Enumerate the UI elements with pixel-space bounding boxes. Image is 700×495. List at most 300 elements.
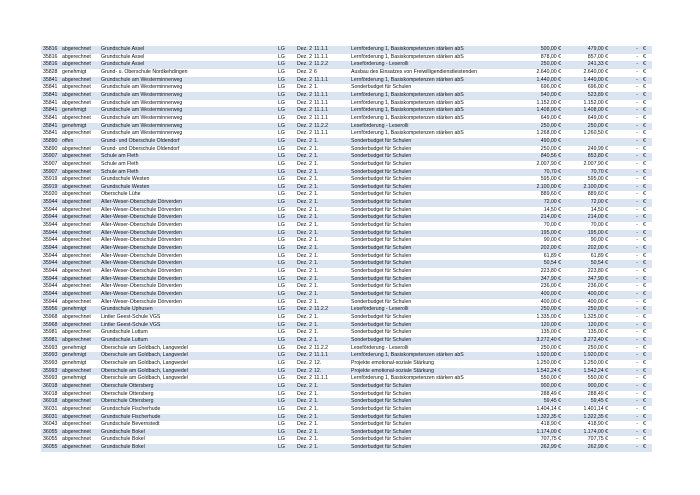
lg-cell: LG — [278, 145, 285, 152]
requested-amount-cell: 61,89 € — [543, 252, 561, 259]
purpose-cell: Leseförderung - Leserolli — [351, 344, 409, 351]
dash-cell: - — [636, 61, 638, 68]
school-cell: Grundschule Fischerhude — [101, 413, 161, 420]
code-cell: 1. — [314, 329, 319, 336]
month-cell: Dez. 2 — [297, 313, 312, 320]
status-cell: abgerechnet — [62, 199, 91, 206]
status-cell: abgerechnet — [62, 99, 91, 106]
lg-cell: LG — [278, 229, 285, 236]
table-row — [41, 176, 652, 184]
euro-cell: € — [643, 260, 646, 267]
approved-amount-cell: 1.542,24 € — [583, 367, 608, 374]
code-cell: 1. — [314, 291, 319, 297]
purpose-cell: Sonderbudget für Schulen — [351, 321, 412, 328]
requested-amount-cell: 262,99 € — [540, 444, 561, 451]
id-cell: 35816 — [43, 53, 58, 60]
purpose-cell: Sonderbudget für Schulen — [351, 336, 412, 343]
approved-amount-cell: 595,00 € — [587, 176, 608, 183]
id-cell: 35907 — [43, 160, 58, 167]
euro-cell: € — [643, 313, 646, 320]
month-cell: Dez. 2 — [297, 436, 312, 443]
purpose-cell: Lernförderung 1, Basiskompetenzen stärken abS — [351, 130, 464, 137]
euro-cell: € — [643, 237, 646, 244]
lg-cell: LG — [278, 183, 285, 190]
approved-amount-cell: 1.174,00 € — [583, 428, 608, 435]
school-cell: Grundschule am Westerminnerweg — [101, 122, 183, 129]
requested-amount-cell: 223,80 € — [540, 268, 561, 275]
dash-cell: - — [636, 91, 638, 98]
school-cell: Oberschule am Goldbach, Langwedel — [101, 375, 188, 382]
id-cell: 35919 — [43, 176, 58, 183]
school-cell: Aller-Weser-Oberschule Dörverden — [101, 298, 182, 305]
approved-amount-cell: 2.007,90 € — [583, 160, 608, 167]
month-cell: Dez. 2 — [297, 291, 312, 297]
month-cell: Dez. 2 — [297, 336, 312, 343]
euro-cell: € — [643, 68, 646, 75]
code-cell: 1. — [314, 168, 319, 175]
euro-cell: € — [643, 99, 646, 106]
id-cell: 36055 — [43, 444, 58, 451]
approved-amount-cell: 1.260,50 € — [583, 130, 608, 137]
requested-amount-cell: 250,00 € — [540, 306, 561, 313]
school-cell: Schule am Fleth — [101, 160, 139, 167]
status-cell: abgerechnet — [62, 76, 91, 83]
status-cell: abgerechnet — [62, 214, 91, 221]
dash-cell: - — [636, 199, 638, 206]
month-cell: Dez. 2 — [297, 405, 312, 412]
month-cell: Dez. 2 — [297, 252, 312, 259]
school-cell: Aller-Weser-Oberschule Dörverden — [101, 291, 182, 297]
school-cell: Aller-Weser-Oberschule Dörverden — [101, 206, 182, 213]
school-cell: Oberschule am Goldbach, Langwedel — [101, 359, 188, 366]
status-cell: abgerechnet — [62, 206, 91, 213]
table-row — [41, 306, 652, 314]
requested-amount-cell: 550,00 € — [540, 375, 561, 382]
status-cell: abgerechnet — [62, 183, 91, 190]
dash-cell: - — [636, 191, 638, 198]
euro-cell: € — [643, 76, 646, 83]
school-cell: Grundschule am Westerminnerweg — [101, 84, 183, 91]
status-cell: abgerechnet — [62, 275, 91, 282]
month-cell: Dez. 2 — [297, 107, 312, 114]
table-row — [41, 123, 652, 131]
approved-amount-cell: 550,00 € — [587, 375, 608, 382]
status-cell: genehmigt — [62, 352, 87, 359]
code-cell: 1. — [314, 237, 319, 244]
code-cell: 11.1.1 — [314, 114, 329, 121]
dash-cell: - — [636, 229, 638, 236]
requested-amount-cell: 1.152,00 € — [536, 99, 561, 106]
table-row — [41, 398, 652, 406]
school-cell: Grundschule am Westerminnerweg — [101, 99, 183, 106]
purpose-cell: Sonderbudget für Schulen — [351, 436, 412, 443]
euro-cell: € — [643, 398, 646, 405]
id-cell: 35944 — [43, 252, 58, 259]
code-cell: 11.1.1 — [314, 53, 329, 60]
euro-cell: € — [643, 268, 646, 275]
code-cell: 1. — [314, 137, 319, 144]
table-row — [41, 421, 652, 429]
month-cell: Dez. 2 — [297, 344, 312, 351]
lg-cell: LG — [278, 405, 285, 412]
purpose-cell: Sonderbudget für Schulen — [351, 428, 412, 435]
table-row — [41, 199, 652, 207]
purpose-cell: Leseförderung - Leserolli — [351, 122, 409, 129]
purpose-cell: Sonderbudget für Schulen — [351, 222, 412, 229]
purpose-cell: Sonderbudget für Schulen — [351, 191, 412, 198]
school-cell: Oberschule am Goldbach, Langwedel — [101, 344, 188, 351]
dash-cell: - — [636, 336, 638, 343]
lg-cell: LG — [278, 199, 285, 206]
table-row — [41, 54, 652, 62]
status-cell: abgerechnet — [62, 153, 91, 160]
requested-amount-cell: 1.920,00 € — [536, 352, 561, 359]
table-row — [41, 100, 652, 108]
euro-cell: € — [643, 329, 646, 336]
code-cell: 1. — [314, 222, 319, 229]
purpose-cell: Sonderbudget für Schulen — [351, 398, 412, 405]
approved-amount-cell: 72,00 € — [590, 199, 608, 206]
euro-cell: € — [643, 405, 646, 412]
dash-cell: - — [636, 413, 638, 420]
id-cell: 35944 — [43, 206, 58, 213]
id-cell: 35944 — [43, 275, 58, 282]
approved-amount-cell: 241,33 € — [587, 61, 608, 68]
purpose-cell: Lernförderung 1, Basiskompetenzen stärken abS — [351, 99, 464, 106]
approved-amount-cell: 1.408,00 € — [583, 107, 608, 114]
purpose-cell: Sonderbudget für Schulen — [351, 421, 412, 428]
purpose-cell: Sonderbudget für Schulen — [351, 168, 412, 175]
lg-cell: LG — [278, 275, 285, 282]
table-row — [41, 153, 652, 161]
status-cell: abgerechnet — [62, 168, 91, 175]
school-cell: Grundschule Assel — [101, 61, 145, 68]
dash-cell: - — [636, 268, 638, 275]
lg-cell: LG — [278, 329, 285, 336]
status-cell: abgerechnet — [62, 46, 91, 52]
dash-cell: - — [636, 428, 638, 435]
euro-cell: € — [643, 344, 646, 351]
euro-cell: € — [643, 46, 646, 52]
month-cell: Dez. 2 — [297, 76, 312, 83]
dash-cell: - — [636, 421, 638, 428]
school-cell: Oberschule Ottersberg — [101, 390, 154, 397]
purpose-cell: Sonderbudget für Schulen — [351, 199, 412, 206]
requested-amount-cell: 900,00 € — [540, 382, 561, 389]
lg-cell: LG — [278, 291, 285, 297]
id-cell: 35981 — [43, 336, 58, 343]
month-cell: Dez. 2 — [297, 382, 312, 389]
month-cell: Dez. 2 — [297, 306, 312, 313]
school-cell: Aller-Weser-Oberschule Dörverden — [101, 275, 182, 282]
id-cell: 35920 — [43, 191, 58, 198]
school-cell: Grundschule Bevernstedt — [101, 421, 160, 428]
euro-cell: € — [643, 421, 646, 428]
purpose-cell: Sonderbudget für Schulen — [351, 405, 412, 412]
table-row — [41, 291, 652, 299]
lg-cell: LG — [278, 313, 285, 320]
lg-cell: LG — [278, 114, 285, 121]
code-cell: 1. — [314, 145, 319, 152]
purpose-cell: Sonderbudget für Schulen — [351, 283, 412, 290]
euro-cell: € — [643, 298, 646, 305]
approved-amount-cell: 214,00 € — [587, 214, 608, 221]
approved-amount-cell: 1.920,00 € — [583, 352, 608, 359]
purpose-cell: Sonderbudget für Schulen — [351, 444, 412, 451]
lg-cell: LG — [278, 153, 285, 160]
id-cell: 35841 — [43, 130, 58, 137]
purpose-cell: Sonderbudget für Schulen — [351, 145, 412, 152]
id-cell: 35944 — [43, 260, 58, 267]
euro-cell: € — [643, 375, 646, 382]
month-cell: Dez. 2 — [297, 84, 312, 91]
purpose-cell: Sonderbudget für Schulen — [351, 390, 412, 397]
dash-cell: - — [636, 46, 638, 52]
school-cell: Aller-Weser-Oberschule Dörverden — [101, 260, 182, 267]
purpose-cell: Sonderbudget für Schulen — [351, 382, 412, 389]
approved-amount-cell: 202,00 € — [587, 245, 608, 252]
code-cell: 1. — [314, 268, 319, 275]
dash-cell: - — [636, 291, 638, 297]
table-row — [41, 391, 652, 399]
table-row — [41, 253, 652, 261]
status-cell: abgerechnet — [62, 61, 91, 68]
requested-amount-cell: 135,00 € — [540, 329, 561, 336]
month-cell: Dez. 2 — [297, 352, 312, 359]
school-cell: Grund- und Oberschule Oldendorf — [101, 145, 180, 152]
code-cell: 1. — [314, 191, 319, 198]
lg-cell: LG — [278, 298, 285, 305]
euro-cell: € — [643, 252, 646, 259]
code-cell: 11.1.1 — [314, 91, 329, 98]
code-cell: 1. — [314, 298, 319, 305]
table-row — [41, 222, 652, 230]
approved-amount-cell: 14,50 € — [590, 206, 608, 213]
approved-amount-cell: 418,90 € — [587, 421, 608, 428]
euro-cell: € — [643, 413, 646, 420]
dash-cell: - — [636, 237, 638, 244]
purpose-cell: Sonderbudget für Schulen — [351, 413, 412, 420]
month-cell: Dez. 2 — [297, 53, 312, 60]
euro-cell: € — [643, 390, 646, 397]
id-cell: 35944 — [43, 229, 58, 236]
requested-amount-cell: 2.640,00 € — [536, 68, 561, 75]
table-row — [41, 360, 652, 368]
code-cell: 11.1.1 — [314, 76, 329, 83]
code-cell: 11.1.1 — [314, 130, 329, 137]
lg-cell: LG — [278, 413, 285, 420]
code-cell: 12. — [314, 367, 322, 374]
id-cell: 35841 — [43, 99, 58, 106]
school-cell: Aller-Weser-Oberschule Dörverden — [101, 245, 182, 252]
school-cell: Oberschule Ottersberg — [101, 382, 154, 389]
euro-cell: € — [643, 168, 646, 175]
table-row — [41, 130, 652, 138]
status-cell: abgerechnet — [62, 91, 91, 98]
month-cell: Dez. 2 — [297, 421, 312, 428]
month-cell: Dez. 2 — [297, 413, 312, 420]
purpose-cell: Sonderbudget für Schulen — [351, 160, 412, 167]
id-cell: 36031 — [43, 413, 58, 420]
lg-cell: LG — [278, 375, 285, 382]
id-cell: 36031 — [43, 405, 58, 412]
status-cell: abgerechnet — [62, 252, 91, 259]
id-cell: 35841 — [43, 107, 58, 114]
month-cell: Dez. 2 — [297, 229, 312, 236]
month-cell: Dez. 2 — [297, 214, 312, 221]
lg-cell: LG — [278, 390, 285, 397]
code-cell: 11.1.1 — [314, 46, 329, 52]
table-row — [41, 84, 652, 92]
month-cell: Dez. 2 — [297, 199, 312, 206]
approved-amount-cell: 250,00 € — [587, 306, 608, 313]
table-row — [41, 161, 652, 169]
euro-cell: € — [643, 191, 646, 198]
school-cell: Grund- u. Oberschule Nordkehdingen — [101, 68, 188, 75]
status-cell: genehmigt — [62, 68, 87, 75]
purpose-cell: Sonderbudget für Schulen — [351, 229, 412, 236]
requested-amount-cell: 72,00 € — [543, 199, 561, 206]
approved-amount-cell: 1.401,14 € — [583, 405, 608, 412]
dash-cell: - — [636, 137, 638, 144]
purpose-cell: Sonderbudget für Schulen — [351, 84, 412, 91]
euro-cell: € — [643, 352, 646, 359]
euro-cell: € — [643, 428, 646, 435]
status-cell: abgerechnet — [62, 336, 91, 343]
id-cell: 35993 — [43, 375, 58, 382]
id-cell: 36018 — [43, 382, 58, 389]
lg-cell: LG — [278, 214, 285, 221]
id-cell: 35993 — [43, 359, 58, 366]
month-cell: Dez. 2 — [297, 99, 312, 106]
euro-cell: € — [643, 53, 646, 60]
requested-amount-cell: 1.335,00 € — [536, 313, 561, 320]
euro-cell: € — [643, 91, 646, 98]
table-row — [41, 268, 652, 276]
requested-amount-cell: 250,00 € — [540, 145, 561, 152]
dash-cell: - — [636, 84, 638, 91]
status-cell: abgerechnet — [62, 313, 91, 320]
status-cell: abgerechnet — [62, 298, 91, 305]
month-cell: Dez. 2 — [297, 390, 312, 397]
dash-cell: - — [636, 444, 638, 451]
status-cell: genehmigt — [62, 375, 87, 382]
requested-amount-cell: 878,00 € — [540, 53, 561, 60]
code-cell: 1. — [314, 229, 319, 236]
lg-cell: LG — [278, 268, 285, 275]
euro-cell: € — [643, 214, 646, 221]
code-cell: 1. — [314, 260, 319, 267]
status-cell: abgerechnet — [62, 260, 91, 267]
dash-cell: - — [636, 107, 638, 114]
purpose-cell: Sonderbudget für Schulen — [351, 183, 412, 190]
approved-amount-cell: 3.272,40 € — [583, 336, 608, 343]
id-cell: 35828 — [43, 68, 58, 75]
lg-cell: LG — [278, 283, 285, 290]
requested-amount-cell: 3.272,40 € — [536, 336, 561, 343]
lg-cell: LG — [278, 160, 285, 167]
status-cell: abgerechnet — [62, 329, 91, 336]
table-row — [41, 214, 652, 222]
dash-cell: - — [636, 176, 638, 183]
month-cell: Dez. 2 — [297, 183, 312, 190]
status-cell: abgerechnet — [62, 390, 91, 397]
month-cell: Dez. 2 — [297, 91, 312, 98]
school-cell: Grundschule Bokel — [101, 444, 145, 451]
status-cell: genehmigt — [62, 306, 87, 313]
school-cell: Grund- und Oberschule Oldendorf — [101, 137, 180, 144]
requested-amount-cell: 1.542,24 € — [536, 367, 561, 374]
month-cell: Dez. 2 — [297, 137, 312, 144]
euro-cell: € — [643, 160, 646, 167]
approved-amount-cell: 61,89 € — [590, 252, 608, 259]
id-cell: 36055 — [43, 436, 58, 443]
school-cell: Lintler Geest-Schule VGS — [101, 313, 161, 320]
month-cell: Dez. 2 — [297, 130, 312, 137]
school-cell: Grundschule Assel — [101, 46, 145, 52]
month-cell: Dez. 2 — [297, 206, 312, 213]
purpose-cell: Lernförderung 1, Basiskompetenzen stärken abS — [351, 91, 464, 98]
status-cell: abgerechnet — [62, 229, 91, 236]
euro-cell: € — [643, 291, 646, 297]
status-cell: abgerechnet — [62, 160, 91, 167]
lg-cell: LG — [278, 398, 285, 405]
code-cell: 11.1.1 — [314, 352, 329, 359]
euro-cell: € — [643, 229, 646, 236]
table-row — [41, 283, 652, 291]
euro-cell: € — [643, 145, 646, 152]
code-cell: 1. — [314, 275, 319, 282]
requested-amount-cell: 1.250,00 € — [536, 359, 561, 366]
dash-cell: - — [636, 222, 638, 229]
code-cell: 11.1.1 — [314, 107, 329, 114]
code-cell: 1. — [314, 382, 319, 389]
month-cell: Dez. 2 — [297, 268, 312, 275]
purpose-cell: Projekte emotional-soziale Stärkung — [351, 367, 435, 374]
code-cell: 1. — [314, 398, 319, 405]
id-cell: 35993 — [43, 352, 58, 359]
id-cell: 36043 — [43, 421, 58, 428]
approved-amount-cell: 59,45 € — [590, 398, 608, 405]
lg-cell: LG — [278, 91, 285, 98]
requested-amount-cell: 236,00 € — [540, 283, 561, 290]
month-cell: Dez. 2 — [297, 237, 312, 244]
requested-amount-cell: 418,90 € — [540, 421, 561, 428]
requested-amount-cell: 400,00 € — [540, 291, 561, 297]
table-row — [41, 260, 652, 268]
code-cell: 1. — [314, 313, 319, 320]
dash-cell: - — [636, 298, 638, 305]
id-cell: 35944 — [43, 291, 58, 297]
requested-amount-cell: 347,90 € — [540, 275, 561, 282]
dash-cell: - — [636, 206, 638, 213]
status-cell: abgerechnet — [62, 291, 91, 297]
approved-amount-cell: 236,00 € — [587, 283, 608, 290]
requested-amount-cell: 889,60 € — [540, 191, 561, 198]
lg-cell: LG — [278, 206, 285, 213]
table-row — [41, 245, 652, 253]
dash-cell: - — [636, 153, 638, 160]
school-cell: Grundschule am Westerminnerweg — [101, 107, 183, 114]
purpose-cell: Lernförderung 1, Basiskompetenzen stärken abS — [351, 76, 464, 83]
id-cell: 35944 — [43, 245, 58, 252]
euro-cell: € — [643, 283, 646, 290]
school-cell: Aller-Weser-Oberschule Dörverden — [101, 229, 182, 236]
code-cell: 1. — [314, 160, 319, 167]
school-cell: Grundschule Luttum — [101, 336, 148, 343]
purpose-cell: Projekte emotional-soziale Stärkung — [351, 359, 435, 366]
lg-cell: LG — [278, 222, 285, 229]
